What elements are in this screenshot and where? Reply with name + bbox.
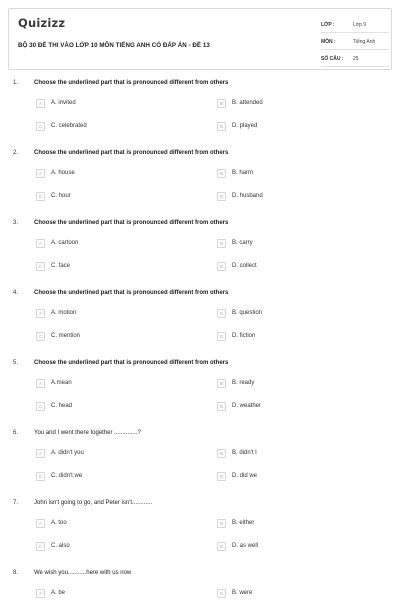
- answer-option-b[interactable]: [217, 99, 387, 109]
- question-8: [8, 570, 392, 596]
- answer-option-d[interactable]: [217, 122, 387, 132]
- option-letter-box[interactable]: A: [36, 379, 45, 388]
- meta-label: SỐ CÂU :: [321, 56, 344, 62]
- option-text: B. question: [232, 310, 263, 316]
- option-text: B. were: [232, 590, 253, 596]
- option-text: C. head: [51, 403, 73, 409]
- option-letter-box[interactable]: D: [217, 122, 226, 131]
- option-letter-box[interactable]: A: [36, 99, 45, 108]
- question-header: [8, 500, 392, 510]
- option-text: A. didn't you: [51, 450, 84, 456]
- option-letter-box[interactable]: A: [36, 449, 45, 458]
- answer-option-d[interactable]: [217, 192, 387, 202]
- meta-row-grade: [321, 18, 389, 33]
- answer-option-b[interactable]: [217, 519, 387, 529]
- worksheet-meta: [321, 18, 389, 69]
- option-letter-box[interactable]: D: [217, 332, 226, 341]
- option-letter-box[interactable]: A: [36, 169, 45, 178]
- question-2: [8, 150, 392, 199]
- answer-option-b[interactable]: [217, 239, 387, 249]
- option-letter-box[interactable]: B: [217, 379, 226, 388]
- option-text: D. husband: [232, 193, 263, 199]
- option-text: A. motion: [51, 310, 77, 316]
- question-3: [8, 220, 392, 269]
- question-text: Choose the underlined part that is pronounced different from others: [34, 150, 229, 156]
- option-letter-box[interactable]: D: [217, 262, 226, 271]
- question-number: 5.: [13, 360, 19, 366]
- option-letter-box[interactable]: C: [36, 542, 45, 551]
- option-letter-box[interactable]: A: [36, 239, 45, 248]
- answer-option-a[interactable]: [36, 309, 206, 319]
- question-number: 4.: [13, 290, 19, 296]
- quizizz-logo[interactable]: Quizizz: [18, 16, 66, 30]
- option-text: B. carry: [232, 240, 253, 246]
- option-text: D. did we: [232, 473, 258, 479]
- answer-option-b[interactable]: [217, 169, 387, 179]
- option-text: A.mean: [51, 380, 72, 386]
- answer-option-b[interactable]: [217, 309, 387, 319]
- option-letter-box[interactable]: C: [36, 472, 45, 481]
- question-text: Choose the underlined part that is pronounced different from others: [34, 220, 229, 226]
- option-letter-box[interactable]: C: [36, 262, 45, 271]
- answer-option-c[interactable]: [36, 402, 206, 412]
- option-text: B. harm: [232, 170, 254, 176]
- option-letter-box[interactable]: C: [36, 332, 45, 341]
- option-letter-box[interactable]: A: [36, 309, 45, 318]
- option-text: D. fiction: [232, 333, 256, 339]
- question-5: [8, 360, 392, 409]
- option-text: C. also: [51, 543, 70, 549]
- meta-value: Lớp 9: [353, 22, 367, 28]
- option-text: A. cartoon: [51, 240, 79, 246]
- question-header: [8, 570, 392, 580]
- option-text: C. didn't we: [51, 473, 83, 479]
- question-text: John isn't going to go, and Peter isn't............: [34, 500, 153, 506]
- answer-option-d[interactable]: [217, 402, 387, 412]
- option-text: D. as well: [232, 543, 259, 549]
- question-header: [8, 220, 392, 230]
- option-text: D. weather: [232, 403, 262, 409]
- meta-row-subject: [321, 35, 389, 50]
- question-number: 2.: [13, 150, 19, 156]
- option-letter-box[interactable]: D: [217, 402, 226, 411]
- option-text: C. face: [51, 263, 71, 269]
- option-letter-box[interactable]: B: [217, 169, 226, 178]
- option-text: B. attended: [232, 100, 263, 106]
- option-letter-box[interactable]: B: [217, 99, 226, 108]
- answer-option-a[interactable]: [36, 519, 206, 529]
- question-text: Choose the underlined part that is pronounced different from others: [34, 80, 229, 86]
- option-letter-box[interactable]: B: [217, 589, 226, 598]
- question-header: [8, 80, 392, 90]
- answer-option-b[interactable]: [217, 449, 387, 459]
- question-header: [8, 150, 392, 160]
- question-4: [8, 290, 392, 339]
- answer-option-a[interactable]: [36, 239, 206, 249]
- option-text: B. either: [232, 520, 255, 526]
- option-text: A. be: [51, 590, 66, 596]
- answer-option-d[interactable]: [217, 542, 387, 552]
- answer-option-c[interactable]: [36, 332, 206, 342]
- answer-option-a[interactable]: [36, 449, 206, 459]
- option-letter-box[interactable]: B: [217, 239, 226, 248]
- meta-value: Tiếng Anh: [353, 39, 376, 45]
- answer-option-c[interactable]: [36, 262, 206, 272]
- option-text: A. house: [51, 170, 75, 176]
- option-text: A. invited: [51, 100, 76, 106]
- option-letter-box[interactable]: C: [36, 122, 45, 131]
- option-letter-box[interactable]: D: [217, 542, 226, 551]
- answer-option-a[interactable]: [36, 169, 206, 179]
- answer-option-a[interactable]: [36, 99, 206, 109]
- option-text: A. too: [51, 520, 67, 526]
- answer-option-c[interactable]: [36, 472, 206, 482]
- option-letter-box[interactable]: B: [217, 309, 226, 318]
- option-text: C. mention: [51, 333, 81, 339]
- answer-option-a[interactable]: [36, 589, 206, 599]
- option-text: C. hour: [51, 193, 71, 199]
- question-number: 3.: [13, 220, 19, 226]
- question-number: 8.: [13, 570, 19, 576]
- option-letter-box[interactable]: D: [217, 472, 226, 481]
- question-1: [8, 80, 392, 129]
- question-text: Choose the underlined part that is pronounced different from others: [34, 360, 229, 366]
- option-text: D. played: [232, 123, 258, 129]
- question-header: [8, 360, 392, 370]
- meta-label: MÔN :: [321, 39, 336, 45]
- option-letter-box[interactable]: C: [36, 402, 45, 411]
- question-number: 7.: [13, 500, 19, 506]
- question-header: [8, 430, 392, 440]
- question-number: 6.: [13, 430, 19, 436]
- answer-option-d[interactable]: [217, 262, 387, 272]
- question-6: [8, 430, 392, 479]
- answer-option-c[interactable]: [36, 542, 206, 552]
- option-letter-box[interactable]: C: [36, 192, 45, 201]
- answer-option-a[interactable]: [36, 379, 206, 389]
- question-text: You and I went there together ..............?: [34, 430, 141, 436]
- option-letter-box[interactable]: D: [217, 192, 226, 201]
- question-number: 1.: [13, 80, 19, 86]
- option-letter-box[interactable]: A: [36, 519, 45, 528]
- question-7: [8, 500, 392, 549]
- meta-row-question-count: [321, 52, 389, 67]
- option-text: D. collect: [232, 263, 257, 269]
- answer-option-b[interactable]: [217, 379, 387, 389]
- worksheet-title: BỘ 30 ĐỀ THI VÀO LỚP 10 MÔN TIẾNG ANH CÓ ĐÁP ÁN - ĐỀ 13: [18, 42, 210, 49]
- answer-option-c[interactable]: [36, 122, 206, 132]
- option-letter-box[interactable]: B: [217, 449, 226, 458]
- option-text: C. celebrated: [51, 123, 87, 129]
- option-text: B. didn't I: [232, 450, 257, 456]
- answer-option-c[interactable]: [36, 192, 206, 202]
- answer-option-d[interactable]: [217, 332, 387, 342]
- answer-option-b[interactable]: [217, 589, 387, 599]
- meta-label: LỚP :: [321, 22, 335, 28]
- answer-option-d[interactable]: [217, 472, 387, 482]
- option-text: B. ready: [232, 380, 255, 386]
- option-letter-box[interactable]: A: [36, 589, 45, 598]
- question-text: Choose the underlined part that is pronounced different from others: [34, 290, 229, 296]
- question-text: We wish you...........here with us now: [34, 570, 132, 576]
- worksheet-header: [8, 8, 392, 70]
- option-letter-box[interactable]: B: [217, 519, 226, 528]
- question-header: [8, 290, 392, 300]
- meta-value: 25: [353, 56, 359, 62]
